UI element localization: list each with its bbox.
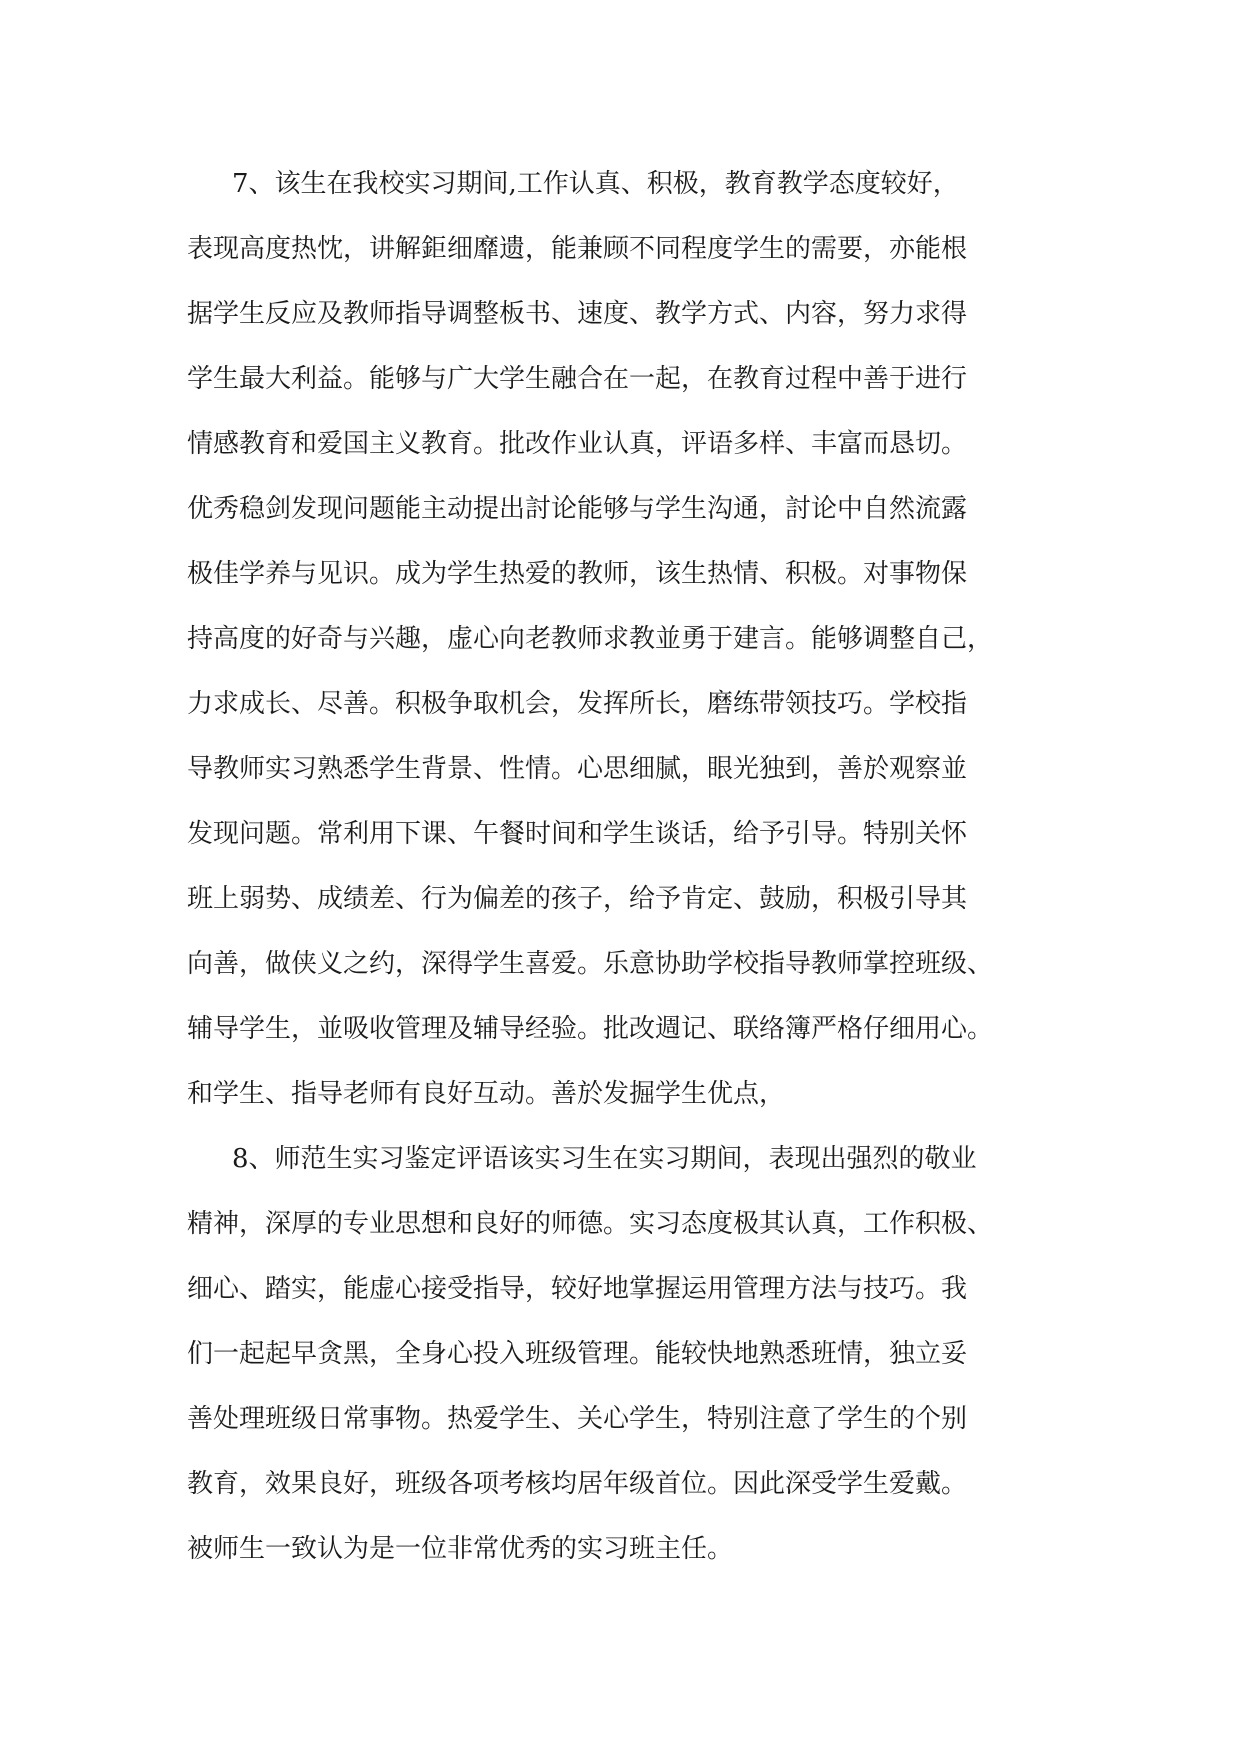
paragraph-8 bbox=[187, 1127, 1057, 1582]
text-line: 7、该生在我校实习期间,工作认真、积极，教育教学态度较好， bbox=[232, 169, 959, 199]
text-line: 发现问题。常利用下课、午餐时间和学生谈话，给予引导。特别关怀 bbox=[187, 819, 968, 849]
text-line: 情感教育和爱国主义教育。批改作业认真，评语多样、丰富而恳切。 bbox=[187, 429, 968, 459]
text-line: 持高度的好奇与兴趣，虚心向老教师求教並勇于建言。能够调整自己， bbox=[187, 624, 994, 654]
text-line: 被师生一致认为是一位非常优秀的实习班主任。 bbox=[187, 1534, 734, 1564]
text-line: 教育，效果良好，班级各项考核均居年级首位。因此深受学生爱戴。 bbox=[187, 1469, 968, 1499]
text-line: 善处理班级日常事物。热爱学生、关心学生，特别注意了学生的个别 bbox=[187, 1404, 968, 1434]
text-line: 力求成长、尽善。积极争取机会，发挥所长，磨练带领技巧。学校指 bbox=[187, 689, 968, 719]
text-line: 据学生反应及教师指导调整板书、速度、教学方式、内容，努力求得 bbox=[187, 299, 968, 329]
text-line: 班上弱势、成绩差、行为偏差的孩子，给予肯定、鼓励，积极引导其 bbox=[187, 884, 968, 914]
text-line: 表现高度热忱，讲解鉅细靡遗，能兼顾不同程度学生的需要，亦能根 bbox=[187, 234, 968, 264]
text-line: 学生最大利益。能够与广大学生融合在一起，在教育过程中善于进行 bbox=[187, 364, 968, 394]
text-line: 辅导学生，並吸收管理及辅导经验。批改週记、联络簿严格仔细用心。 bbox=[187, 1014, 994, 1044]
text-line: 优秀稳剑发现问题能主动提出討论能够与学生沟通，討论中自然流露 bbox=[187, 494, 968, 524]
text-line: 和学生、指导老师有良好互动。善於发掘学生优点， bbox=[187, 1079, 786, 1109]
text-line: 导教师实习熟悉学生背景、性情。心思细腻，眼光独到，善於观察並 bbox=[187, 754, 968, 784]
text-line: 精神，深厚的专业思想和良好的师德。实习态度极其认真，工作积极、 bbox=[187, 1209, 994, 1239]
text-line: 们一起起早贪黑，全身心投入班级管理。能较快地熟悉班情，独立妥 bbox=[187, 1339, 968, 1369]
document-body bbox=[187, 152, 1057, 1582]
text-line: 8、师范生实习鉴定评语该实习生在实习期间，表现出强烈的敬业 bbox=[232, 1144, 977, 1174]
text-line: 向善，做侠义之约，深得学生喜爱。乐意协助学校指导教师掌控班级、 bbox=[187, 949, 994, 979]
text-line: 极佳学养与见识。成为学生热爱的教师，该生热情、积极。对事物保 bbox=[187, 559, 968, 589]
text-line: 细心、踏实，能虚心接受指导，较好地掌握运用管理方法与技巧。我 bbox=[187, 1274, 968, 1304]
paragraph-7 bbox=[187, 152, 1057, 1127]
